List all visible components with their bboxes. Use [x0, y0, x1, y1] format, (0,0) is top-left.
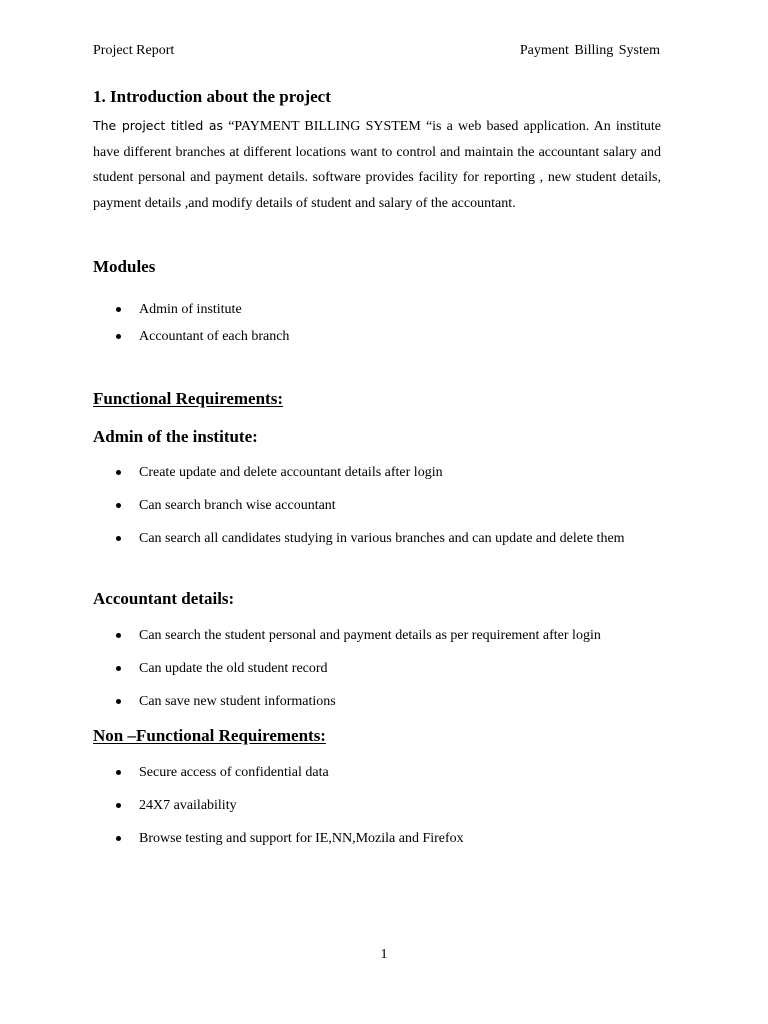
intro-heading: 1. Introduction about the project	[93, 87, 331, 106]
bullet-icon	[116, 666, 121, 671]
list-item-text: Can update the old student record	[139, 661, 328, 676]
list-item-text: Admin of institute	[139, 302, 242, 317]
list-item-text: Can search all candidates studying in various branches and can update and delete them	[139, 531, 625, 546]
list-item	[93, 656, 661, 682]
modules-heading: Modules	[93, 257, 156, 276]
accountant-heading: Accountant details:	[93, 589, 235, 608]
bullet-icon	[116, 536, 121, 541]
bullet-icon	[116, 503, 121, 508]
list-item-text: 24X7 availability	[139, 798, 237, 813]
list-item	[93, 526, 661, 552]
bullet-icon	[116, 633, 121, 638]
list-item-text: Secure access of confidential data	[139, 765, 329, 780]
list-item-text: Can search the student personal and payment details as per requirement after login	[139, 628, 601, 643]
list-item	[93, 324, 661, 350]
functional-requirements-heading: Functional Requirements:	[93, 389, 283, 408]
list-item	[93, 760, 661, 786]
intro-body-text: “PAYMENT BILLING SYSTEM “is a web based application. An institute have different branches at different locations want to control and maintain the accountant salary and student personal and payment details. software provides facility for reporting , new student details, payment details ,and modify details of student and salary of the accountant.	[93, 119, 661, 211]
non-functional-list	[93, 760, 661, 852]
list-item-text: Can save new student informations	[139, 694, 336, 709]
bullet-icon	[116, 334, 121, 339]
list-item	[93, 460, 661, 486]
bullet-icon	[116, 307, 121, 312]
non-functional-requirements-heading: Non –Functional Requirements:	[93, 726, 326, 745]
page-number: 1	[380, 947, 388, 962]
intro-lead-text: The project titled as	[93, 118, 224, 133]
bullet-icon	[116, 803, 121, 808]
list-item-text: Can search branch wise accountant	[139, 498, 336, 513]
header-left-text: Project Report	[93, 43, 175, 58]
list-item	[93, 793, 661, 819]
list-item	[93, 297, 661, 323]
list-item-text: Accountant of each branch	[139, 329, 290, 344]
list-item-text: Browse testing and support for IE,NN,Mozila and Firefox	[139, 831, 464, 846]
list-item	[93, 623, 661, 649]
header-right-text: Payment Billing System	[519, 43, 660, 58]
list-item	[93, 689, 661, 715]
list-item-text: Create update and delete accountant details after login	[139, 465, 443, 480]
admin-list	[93, 460, 661, 552]
modules-list	[93, 297, 661, 350]
intro-paragraph	[93, 113, 661, 216]
admin-heading: Admin of the institute:	[93, 427, 258, 446]
bullet-icon	[116, 470, 121, 475]
bullet-icon	[116, 836, 121, 841]
accountant-list	[93, 623, 661, 715]
list-item	[93, 493, 661, 519]
list-item	[93, 826, 661, 852]
bullet-icon	[116, 699, 121, 704]
bullet-icon	[116, 770, 121, 775]
